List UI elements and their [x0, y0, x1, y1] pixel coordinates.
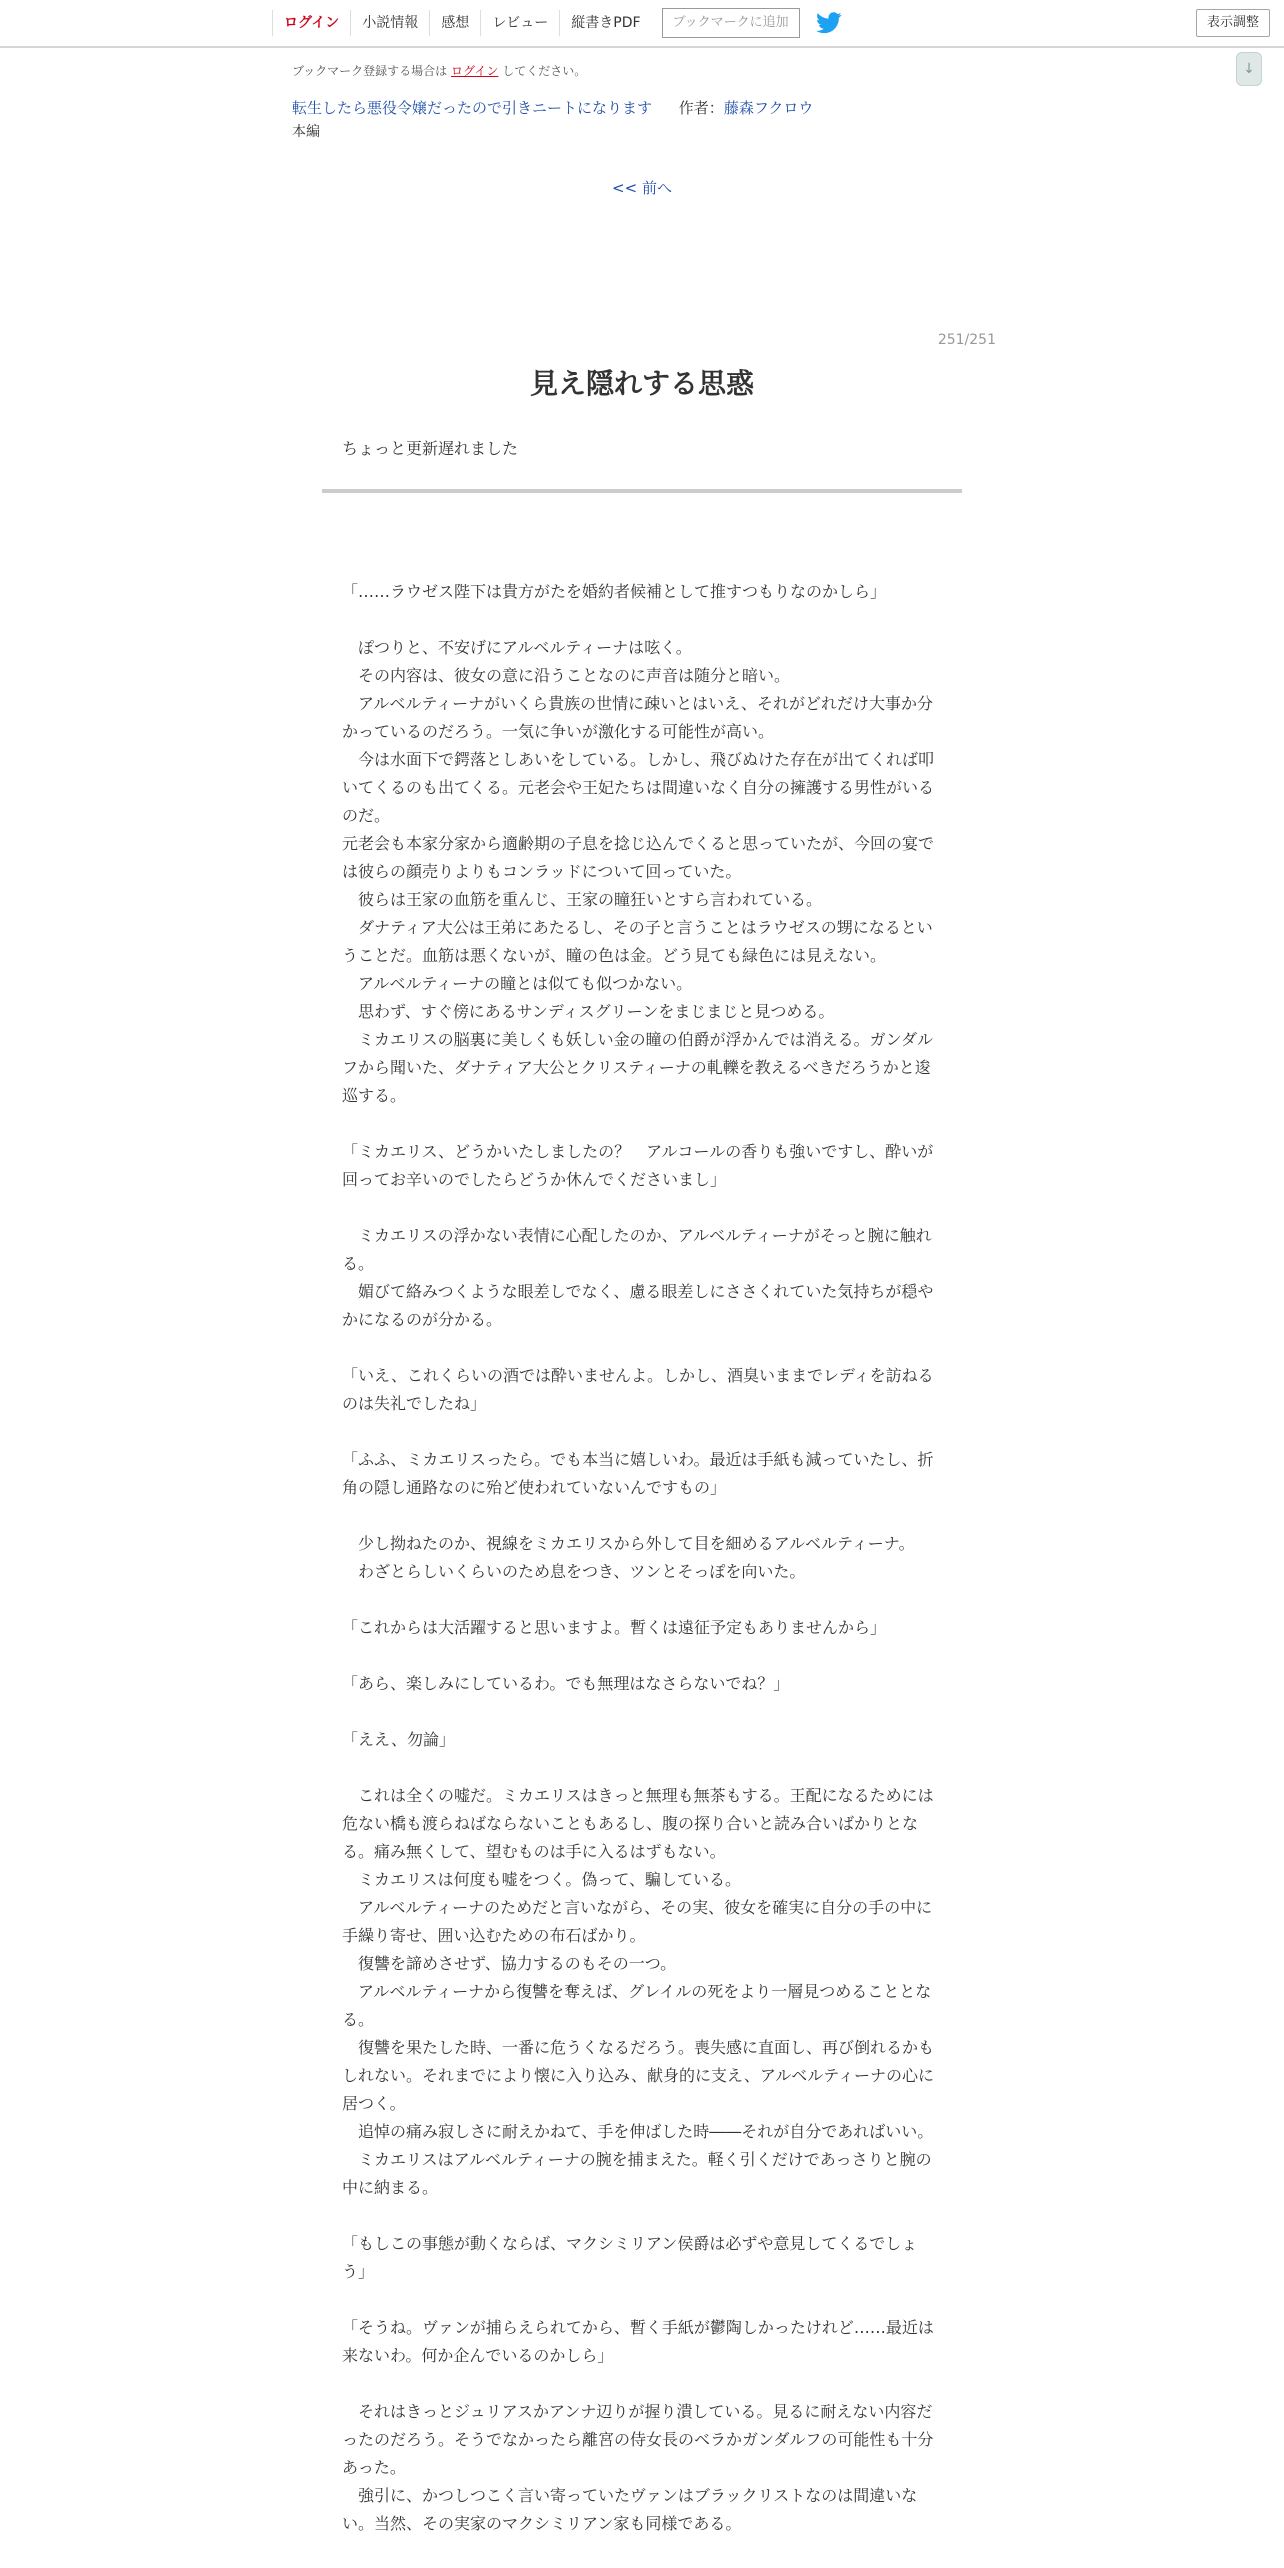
episode-title: 見え隠れする思惑	[529, 367, 754, 400]
body-line: 強引に、かつしつこく言い寄っていたヴァンはブラックリストなのは間違いな	[342, 2486, 918, 2505]
bookmark-login-note	[292, 62, 586, 79]
display-settings-button[interactable]: 表示調整	[1196, 9, 1270, 37]
body-line: 思わず、すぐ傍にあるサンディスグリーンをまじまじと見つめる。	[342, 1002, 835, 1021]
body-line: 「……ラウゼス陛下は貴方がたを婚約者候補として推すつもりなのかしら」	[342, 582, 887, 601]
body-line: 復讐を諦めさせず、協力するのもその一つ。	[342, 1954, 677, 1973]
body-line: ったのだろう。そうでなかったら離宮の侍女長のベラかガンダルフの可能性も十分	[342, 2430, 934, 2449]
novel-title-link[interactable]: 転生したら悪役令嬢だったので引きニートになります	[292, 99, 653, 117]
body-line: のは失礼でしたね」	[342, 1394, 487, 1413]
body-line: 「そうね。ヴァンが捕らえられてから、暫く手紙が鬱陶しかったけれど……最近は	[342, 2318, 934, 2337]
body-line	[342, 1642, 942, 1670]
body-line: 「あら、楽しみにしているわ。でも無理はなさらないでね？」	[342, 1674, 790, 1693]
body-line: これは全くの嘘だ。ミカエリスはきっと無理も無茶もする。王配になるためには	[342, 1786, 934, 1805]
body-line: その内容は、彼女の意に沿うことなのに声音は随分と暗い。	[342, 666, 791, 685]
body-line	[342, 606, 942, 634]
body-line	[342, 2202, 942, 2230]
body-line: い。当然、その実家のマクシミリアン家も同様である。	[342, 2514, 742, 2533]
twitter-icon[interactable]	[816, 12, 842, 34]
body-line: かっているのだろう。一気に争いが激化する可能性が高い。	[342, 722, 775, 741]
body-line: アルベルティーナの瞳とは似ても似つかない。	[342, 974, 693, 993]
body-line	[342, 1754, 942, 1782]
body-line: 少し拗ねたのか、視線をミカエリスから外して目を細めるアルベルティーナ。	[342, 1534, 915, 1553]
body-line: 「ええ、勿論」	[342, 1730, 455, 1749]
body-line	[342, 1110, 942, 1138]
body-line: それはきっとジュリアスかアンナ辺りが握り潰している。見るに耐えない内容だ	[342, 2402, 933, 2421]
author-label: 作者：	[678, 99, 724, 117]
body-line: 今は水面下で鍔落としあいをしている。しかし、飛びぬけた存在が出てくれば叩	[342, 750, 935, 769]
body-line: 媚びて絡みつくような眼差しでなく、慮る眼差しにささくれていた気持ちが穏や	[342, 1282, 934, 1301]
body-line: る。	[342, 2010, 375, 2029]
bookmark-note-login-link[interactable]: ログイン	[451, 64, 499, 78]
add-bookmark-button[interactable]: ブックマークに追加	[662, 8, 800, 38]
nav-impressions-link[interactable]: 感想	[429, 10, 480, 36]
bookmark-note-text-end: してください。	[502, 64, 587, 78]
body-line: のだ。	[342, 806, 391, 825]
previous-page-link	[0, 177, 1284, 198]
body-line: しれない。それまでにより懐に入り込み、献身的に支え、アルベルティーナの心に	[342, 2066, 935, 2085]
body-line: は彼らの顔売りよりもコンラッドについて回っていた。	[342, 862, 742, 881]
body-line: ミカエリスはアルベルティーナの腕を捕まえた。軽く引くだけであっさりと腕の	[342, 2150, 932, 2169]
author-link[interactable]: 藤森フクロウ	[723, 99, 814, 117]
chapter-label: 本編	[292, 124, 320, 140]
body-line: 回ってお辛いのでしたらどうか休んでくださいまし」	[342, 1170, 727, 1189]
bookmark-note-text: ブックマーク登録する場合は	[292, 64, 448, 78]
nav-review-link[interactable]: レビュー	[480, 10, 559, 36]
body-line: 「これからは大活躍すると思いますよ。暫くは遠征予定もありませんから」	[342, 1618, 887, 1637]
body-line: 巡する。	[342, 1086, 407, 1105]
body-line: ミカエリスは何度も嘘をつく。偽って、騙している。	[342, 1870, 742, 1889]
nav-menu	[272, 0, 842, 46]
novel-body-text	[342, 578, 942, 2538]
body-line: 元老会も本家分家から適齢期の子息を捻じ込んでくると思っていたが、今回の宴で	[342, 834, 935, 853]
body-line	[342, 1586, 942, 1614]
nav-login-link[interactable]: ログイン	[272, 10, 350, 36]
body-line: 角の隠し通路なのに殆ど使われていないんですもの」	[342, 1478, 727, 1497]
body-line: わざとらしいくらいのため息をつき、ツンとそっぽを向いた。	[342, 1562, 806, 1581]
body-line: 「もしこの事態が動くならば、マクシミリアン侯爵は必ずや意見してくるでしょ	[342, 2234, 918, 2253]
body-line	[342, 1502, 942, 1530]
previous-page-link-text[interactable]: << 前へ	[612, 179, 672, 197]
nav-novel-info-link[interactable]: 小説情報	[350, 10, 429, 36]
body-line	[342, 2286, 942, 2314]
body-line: 「ミカエリス、どうかいたしましたの？ アルコールの香りも強いですし、酔いが	[342, 1142, 934, 1161]
body-line: 中に納まる。	[342, 2178, 439, 2197]
body-line: ダナティア大公は王弟にあたるし、その子と言うことはラウゼスの甥になるとい	[342, 918, 933, 937]
body-line: アルベルティーナから復讐を奪えば、グレイルの死をより一層見つめることとな	[342, 1982, 932, 2001]
body-line: 手繰り寄せ、囲い込むための布石ばかり。	[342, 1926, 646, 1945]
body-line: 危ない橋も渡らねばならないこともあるし、腹の探り合いと読み合いばかりとな	[342, 1814, 919, 1833]
body-line: うことだ。血筋は悪くないが、瞳の色は金。どう見ても緑色には見えない。	[342, 946, 887, 965]
body-line	[342, 1334, 942, 1362]
novel-info-line	[292, 97, 813, 118]
body-line: る。痛み無くして、望むものは手に入るはずもない。	[342, 1842, 726, 1861]
body-line: 彼らは王家の血筋を重んじ、王家の瞳狂いとすら言われている。	[342, 890, 823, 909]
page-counter: 251/251	[937, 332, 996, 348]
body-line: ぽつりと、不安げにアルベルティーナは呟く。	[342, 638, 692, 657]
body-line: 居つく。	[342, 2094, 406, 2113]
scroll-down-button[interactable]: ↓	[1236, 52, 1262, 86]
body-line: アルベルティーナのためだと言いながら、その実、彼女を確実に自分の手の中に	[342, 1898, 933, 1917]
preface-divider	[322, 489, 962, 493]
body-line: 「ふふ、ミカエリスったら。でも本当に嬉しいわ。最近は手紙も減っていたし、折	[342, 1450, 934, 1469]
body-line	[342, 2370, 942, 2398]
body-line: あった。	[342, 2458, 406, 2477]
episode-preface: ちょっと更新遅れました	[342, 439, 519, 458]
body-line: 追悼の痛み寂しさに耐えかねて、手を伸ばした時――それが自分であればいい。	[342, 2122, 934, 2141]
nav-vertical-pdf-link[interactable]: 縦書きPDF	[559, 10, 651, 36]
body-line: 「いえ、これくらいの酒では酔いませんよ。しかし、酒臭いままでレディを訪ねる	[342, 1366, 934, 1385]
body-line: う」	[342, 2262, 375, 2281]
body-line: ミカエリスの脳裏に美しくも妖しい金の瞳の伯爵が浮かんでは消える。ガンダル	[342, 1030, 934, 1049]
body-line	[342, 1418, 942, 1446]
body-line: かになるのが分かる。	[342, 1310, 503, 1329]
body-line: 来ないわ。何か企んでいるのかしら」	[342, 2346, 614, 2365]
body-line	[342, 1194, 942, 1222]
body-line: フから聞いた、ダナティア大公とクリスティーナの軋轢を教えるべきだろうかと逡	[342, 1058, 931, 1077]
body-line: アルベルティーナがいくら貴族の世情に疎いとはいえ、それがどれだけ大事か分	[342, 694, 934, 713]
top-navigation-bar	[0, 0, 1284, 48]
body-line: 復讐を果たした時、一番に危うくなるだろう。喪失感に直面し、再び倒れるかも	[342, 2038, 935, 2057]
body-line	[342, 1698, 942, 1726]
body-line: いてくるのも出てくる。元老会や王妃たちは間違いなく自分の擁護する男性がいる	[342, 778, 935, 797]
body-line: ミカエリスの浮かない表情に心配したのか、アルベルティーナがそっと腕に触れ	[342, 1226, 932, 1245]
body-line: る。	[342, 1254, 375, 1273]
